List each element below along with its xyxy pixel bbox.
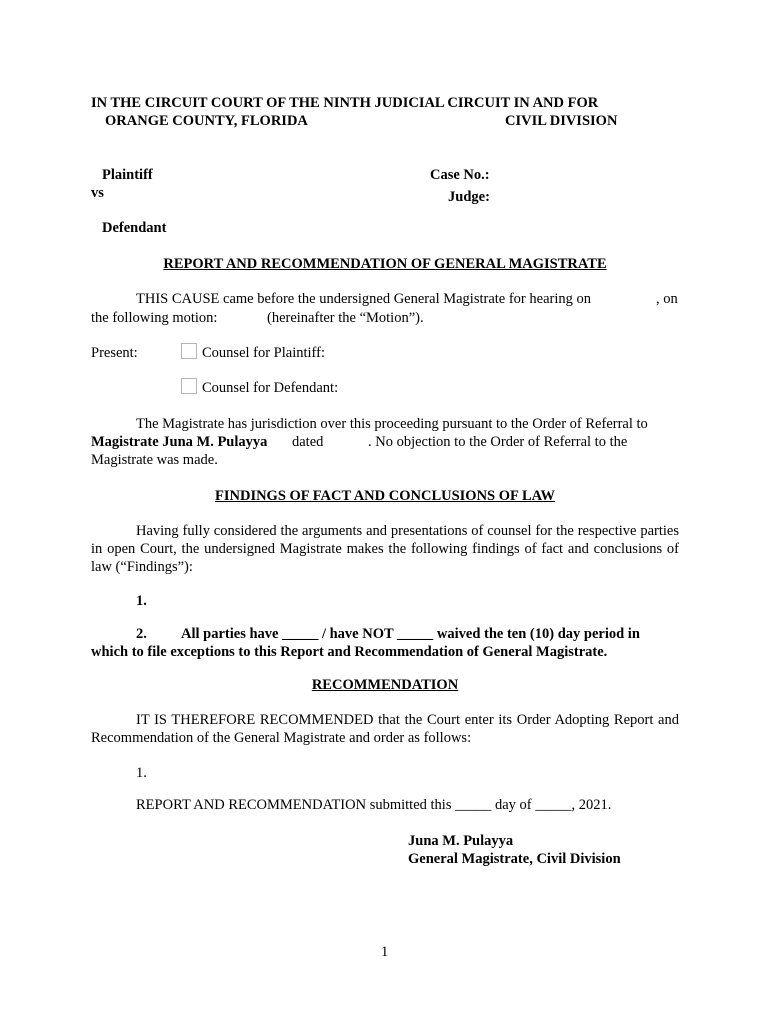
findings-title: FINDINGS OF FACT AND CONCLUSIONS OF LAW (215, 488, 555, 504)
jurisdiction-text-part3: Magistrate was made. (91, 452, 218, 468)
case-number-label: Case No.: (430, 167, 490, 183)
defendant-label: Defendant (102, 220, 167, 236)
finding-1-number: 1. (136, 593, 147, 609)
signature-name: Juna M. Pulayya (408, 833, 514, 849)
plaintiff-label: Plaintiff (102, 167, 153, 183)
findings-intro: Having fully considered the arguments and presentations of counsel for the respective parties in open Court, the undersigned Magistrate makes the following findings of fact and conclusions of law (“Findings”): (91, 523, 679, 575)
defendant-counsel-label: Counsel for Defendant: (202, 380, 339, 396)
cause-text-part4: (hereinafter the “Motion”). (267, 310, 424, 326)
report-title: REPORT AND RECOMMENDATION OF GENERAL MAGISTRATE (163, 256, 607, 272)
jurisdiction-text-part2: . No objection to the Order of Referral to the (368, 434, 628, 450)
recommendation-intro: IT IS THEREFORE RECOMMENDED that the Court enter its Order Adopting Report and Recommendation of the General Magistrate and order as follows: (91, 712, 679, 746)
jurisdiction-dated: dated (292, 434, 324, 450)
division-heading: CIVIL DIVISION (505, 113, 618, 129)
signature-title: General Magistrate, Civil Division (408, 851, 621, 867)
page-number: 1 (381, 944, 389, 960)
finding-2-line2: which to file exceptions to this Report and Recommendation of General Magistrate. (91, 644, 608, 660)
cause-text-part3: the following motion: (91, 310, 218, 326)
magistrate-name: Magistrate Juna M. Pulayya (91, 434, 268, 450)
judge-label: Judge: (448, 189, 490, 205)
recommendation-1-number: 1. (136, 765, 147, 781)
versus-label: vs (91, 185, 104, 201)
finding-2-line1: All parties have _____ / have NOT _____ waived the ten (10) day period in (181, 626, 640, 642)
plaintiff-counsel-checkbox[interactable] (181, 343, 197, 359)
cause-text-part2: , on (656, 291, 678, 307)
finding-2-number: 2. (136, 626, 147, 642)
plaintiff-counsel-label: Counsel for Plaintiff: (202, 345, 325, 361)
submitted-line: REPORT AND RECOMMENDATION submitted this _____ day of _____, 2021. (136, 797, 612, 813)
defendant-counsel-checkbox[interactable] (181, 378, 197, 394)
cause-text-part1: THIS CAUSE came before the undersigned General Magistrate for hearing on (136, 291, 591, 307)
jurisdiction-text-part1: The Magistrate has jurisdiction over this proceeding pursuant to the Order of Referral to (136, 416, 648, 432)
court-heading: IN THE CIRCUIT COURT OF THE NINTH JUDICIAL CIRCUIT IN AND FOR (91, 95, 599, 111)
recommendation-title: RECOMMENDATION (311, 677, 459, 693)
present-label: Present: (91, 345, 138, 361)
county-heading: ORANGE COUNTY, FLORIDA (105, 113, 308, 129)
